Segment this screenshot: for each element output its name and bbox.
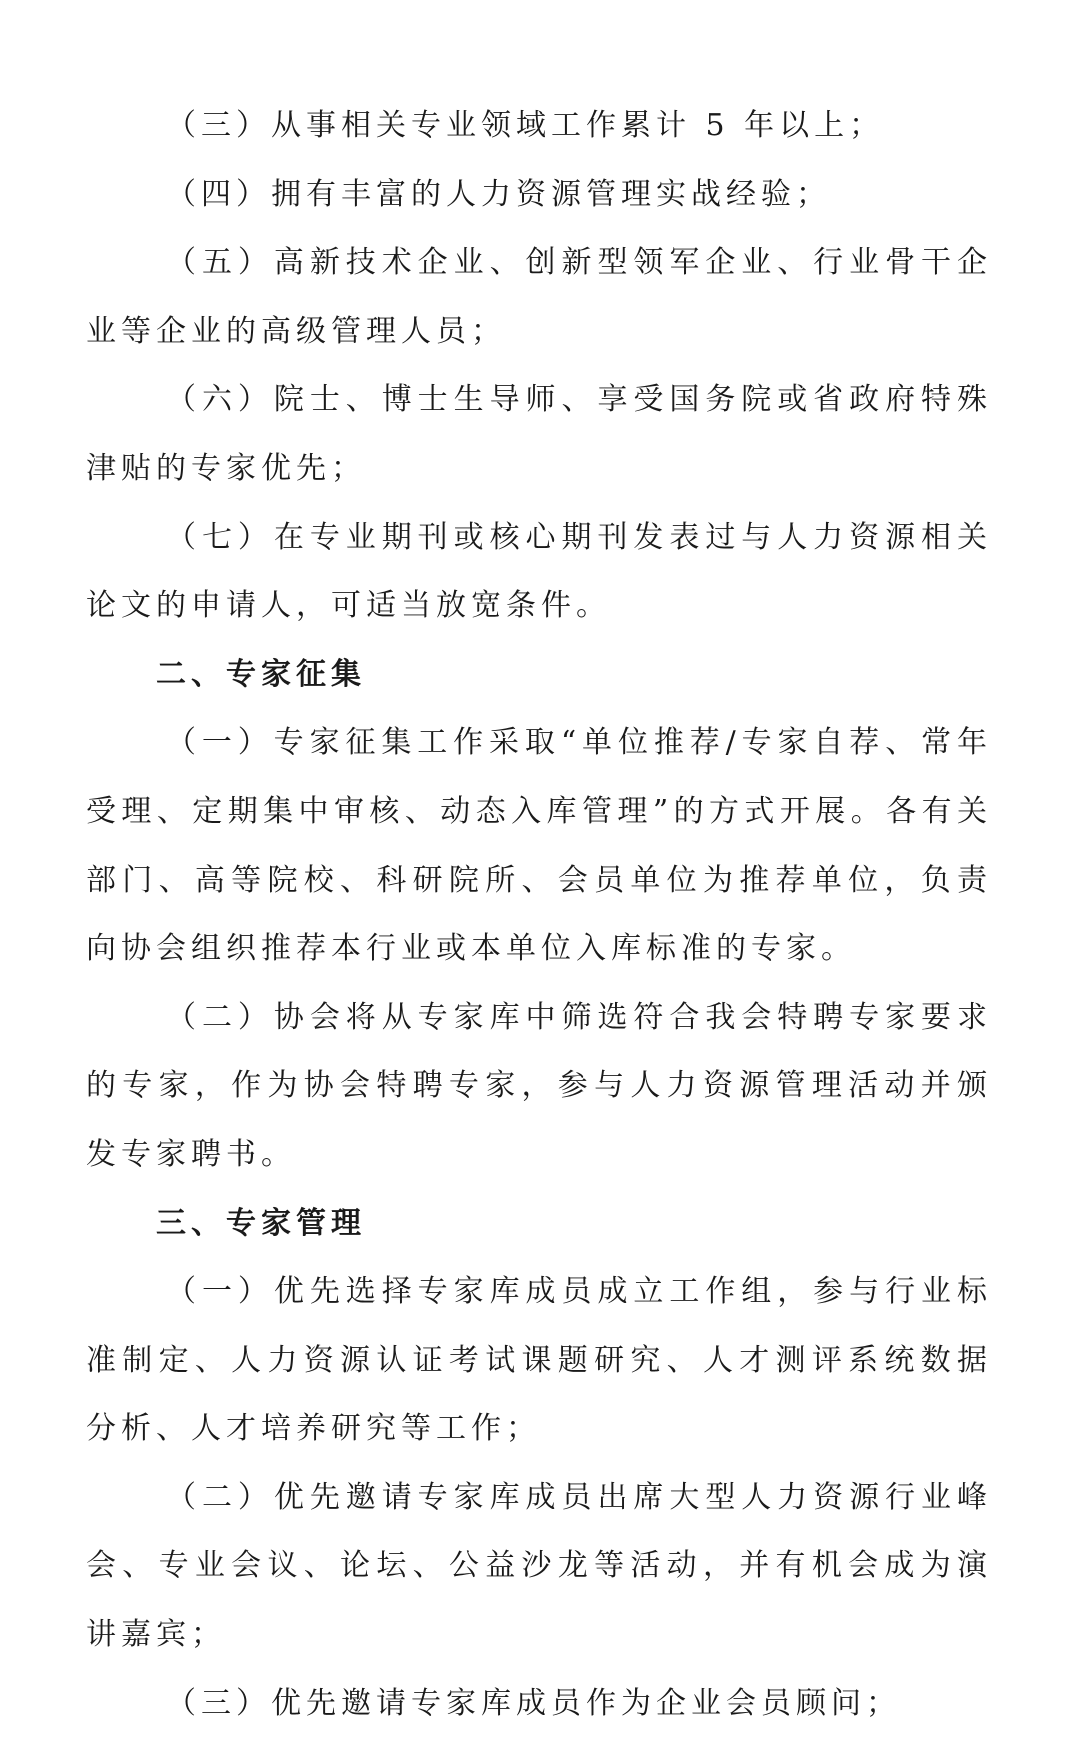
clause-3-work-years: （三）从事相关专业领域工作累计 5 年以上； (166, 108, 885, 143)
section-heading-expert-management: 三、专家管理 (156, 1205, 366, 1241)
clause-5-senior-managers: （五）高新技术企业、创新型领军企业、行业骨干企业等企业的高级管理人员； (86, 245, 992, 349)
document-body (86, 92, 992, 1738)
clause-6-academicians: （六）院士、博士生导师、享受国务院或省政府特殊津贴的专家优先； (86, 382, 992, 486)
collection-clause-2: （二）协会将从专家库中筛选符合我会特聘专家要求的专家，作为协会特聘专家，参与人力资源管理活动并颁发专家聘书。 (86, 999, 992, 1172)
management-clause-2: （二）优先邀请专家库成员出席大型人力资源行业峰会、专业会议、论坛、公益沙龙等活动，并有机会成为演讲嘉宾； (86, 1479, 992, 1653)
collection-clause-1: （一）专家征集工作采取“单位推荐/专家自荐、常年受理、定期集中审核、动态入库管理”的方式开展。各有关部门、高等院校、科研院所、会员单位为推荐单位，负责向协会组织推荐本行业或本单位入库标准的专家。 (86, 725, 992, 967)
management-clause-3: （三）优先邀请专家库成员作为企业会员顾问； (166, 1685, 901, 1721)
management-clause-1: （一）优先选择专家库成员成立工作组，参与行业标准制定、人力资源认证考试课题研究、人才测评系统数据分析、人才培养研究等工作； (86, 1274, 992, 1447)
section-heading-expert-collection: 二、专家征集 (156, 656, 366, 692)
clause-4-hr-experience: （四）拥有丰富的人力资源管理实战经验； (166, 176, 831, 212)
clause-7-publications: （七）在专业期刊或核心期刊发表过与人力资源相关论文的申请人，可适当放宽条件。 (86, 519, 992, 624)
